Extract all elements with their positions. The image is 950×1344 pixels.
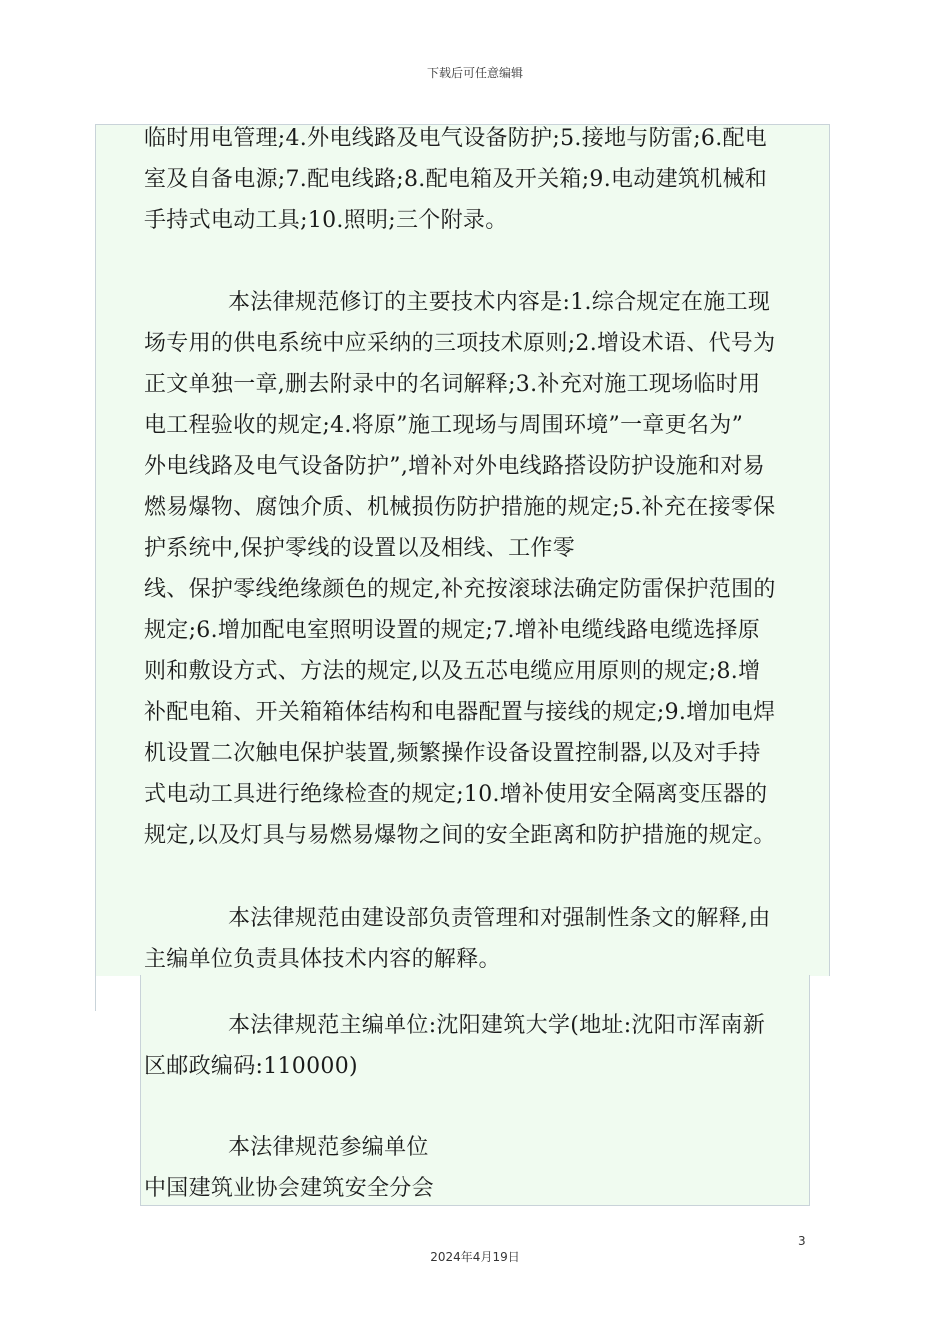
text-line: 规定;6.增加配电室照明设置的规定;7.增补电缆线路电缆选择原 xyxy=(144,618,761,643)
text-line: 电工程验收的规定;4.将原”施工现场与周围环境”一章更名为” xyxy=(144,413,744,438)
page-footer-date: 2024年4月19日 xyxy=(430,1250,520,1264)
text-line: 中国建筑业协会建筑安全分会 xyxy=(144,1176,434,1201)
text-line: 室及自备电源;7.配电线路;8.配电箱及开关箱;9.电动建筑机械和 xyxy=(144,167,768,192)
text-line: 手持式电动工具;10.照明;三个附录。 xyxy=(144,208,508,233)
text-line: 补配电箱、开关箱箱体结构和电器配置与接线的规定;9.增加电焊 xyxy=(144,700,776,725)
text-line: 区邮政编码:110000) xyxy=(144,1054,358,1079)
text-line: 式电动工具进行绝缘检查的规定;10.增补使用安全隔离变压器的 xyxy=(144,782,768,807)
text-line: 机设置二次触电保护装置,频繁操作设备设置控制器,以及对手持 xyxy=(144,741,761,766)
page-number: 3 xyxy=(798,1234,806,1248)
text-line: 临时用电管理;4.外电线路及电气设备防护;5.接地与防雷;6.配电 xyxy=(144,126,768,151)
text-line: 本法律规范主编单位:沈阳建筑大学(地址:沈阳市浑南新 xyxy=(228,1013,766,1038)
text-line: 规定,以及灯具与易燃易爆物之间的安全距离和防护措施的规定。 xyxy=(144,823,776,848)
text-line: 则和敷设方式、方法的规定,以及五芯电缆应用原则的规定;8.增 xyxy=(144,659,761,684)
text-line: 本法律规范参编单位 xyxy=(228,1135,429,1160)
text-line: 本法律规范修订的主要技术内容是:1.综合规定在施工现 xyxy=(228,290,771,315)
text-line: 场专用的供电系统中应采纳的三项技术原则;2.增设术语、代号为 xyxy=(144,331,776,356)
page-header: 下载后可任意编辑 xyxy=(426,66,523,80)
text-line: 本法律规范由建设部负责管理和对强制性条文的解释,由 xyxy=(228,906,771,931)
text-line: 护系统中,保护零线的设置以及相线、工作零 xyxy=(144,536,575,561)
text-line: 正文单独一章,删去附录中的名词解释;3.补充对施工现场临时用 xyxy=(144,372,761,397)
content-highlight-frame-lower xyxy=(140,975,810,1206)
text-line: 主编单位负责具体技术内容的解释。 xyxy=(144,947,501,972)
text-line: 外电线路及电气设备防护”,增补对外电线路搭设防护设施和对易 xyxy=(144,454,765,479)
frame-border-extension xyxy=(95,975,96,1011)
text-line: 燃易爆物、腐蚀介质、机械损伤防护措施的规定;5.补充在接零保 xyxy=(144,495,776,520)
text-line: 线、保护零线绝缘颜色的规定,补充按滚球法确定防雷保护范围的 xyxy=(144,577,776,602)
